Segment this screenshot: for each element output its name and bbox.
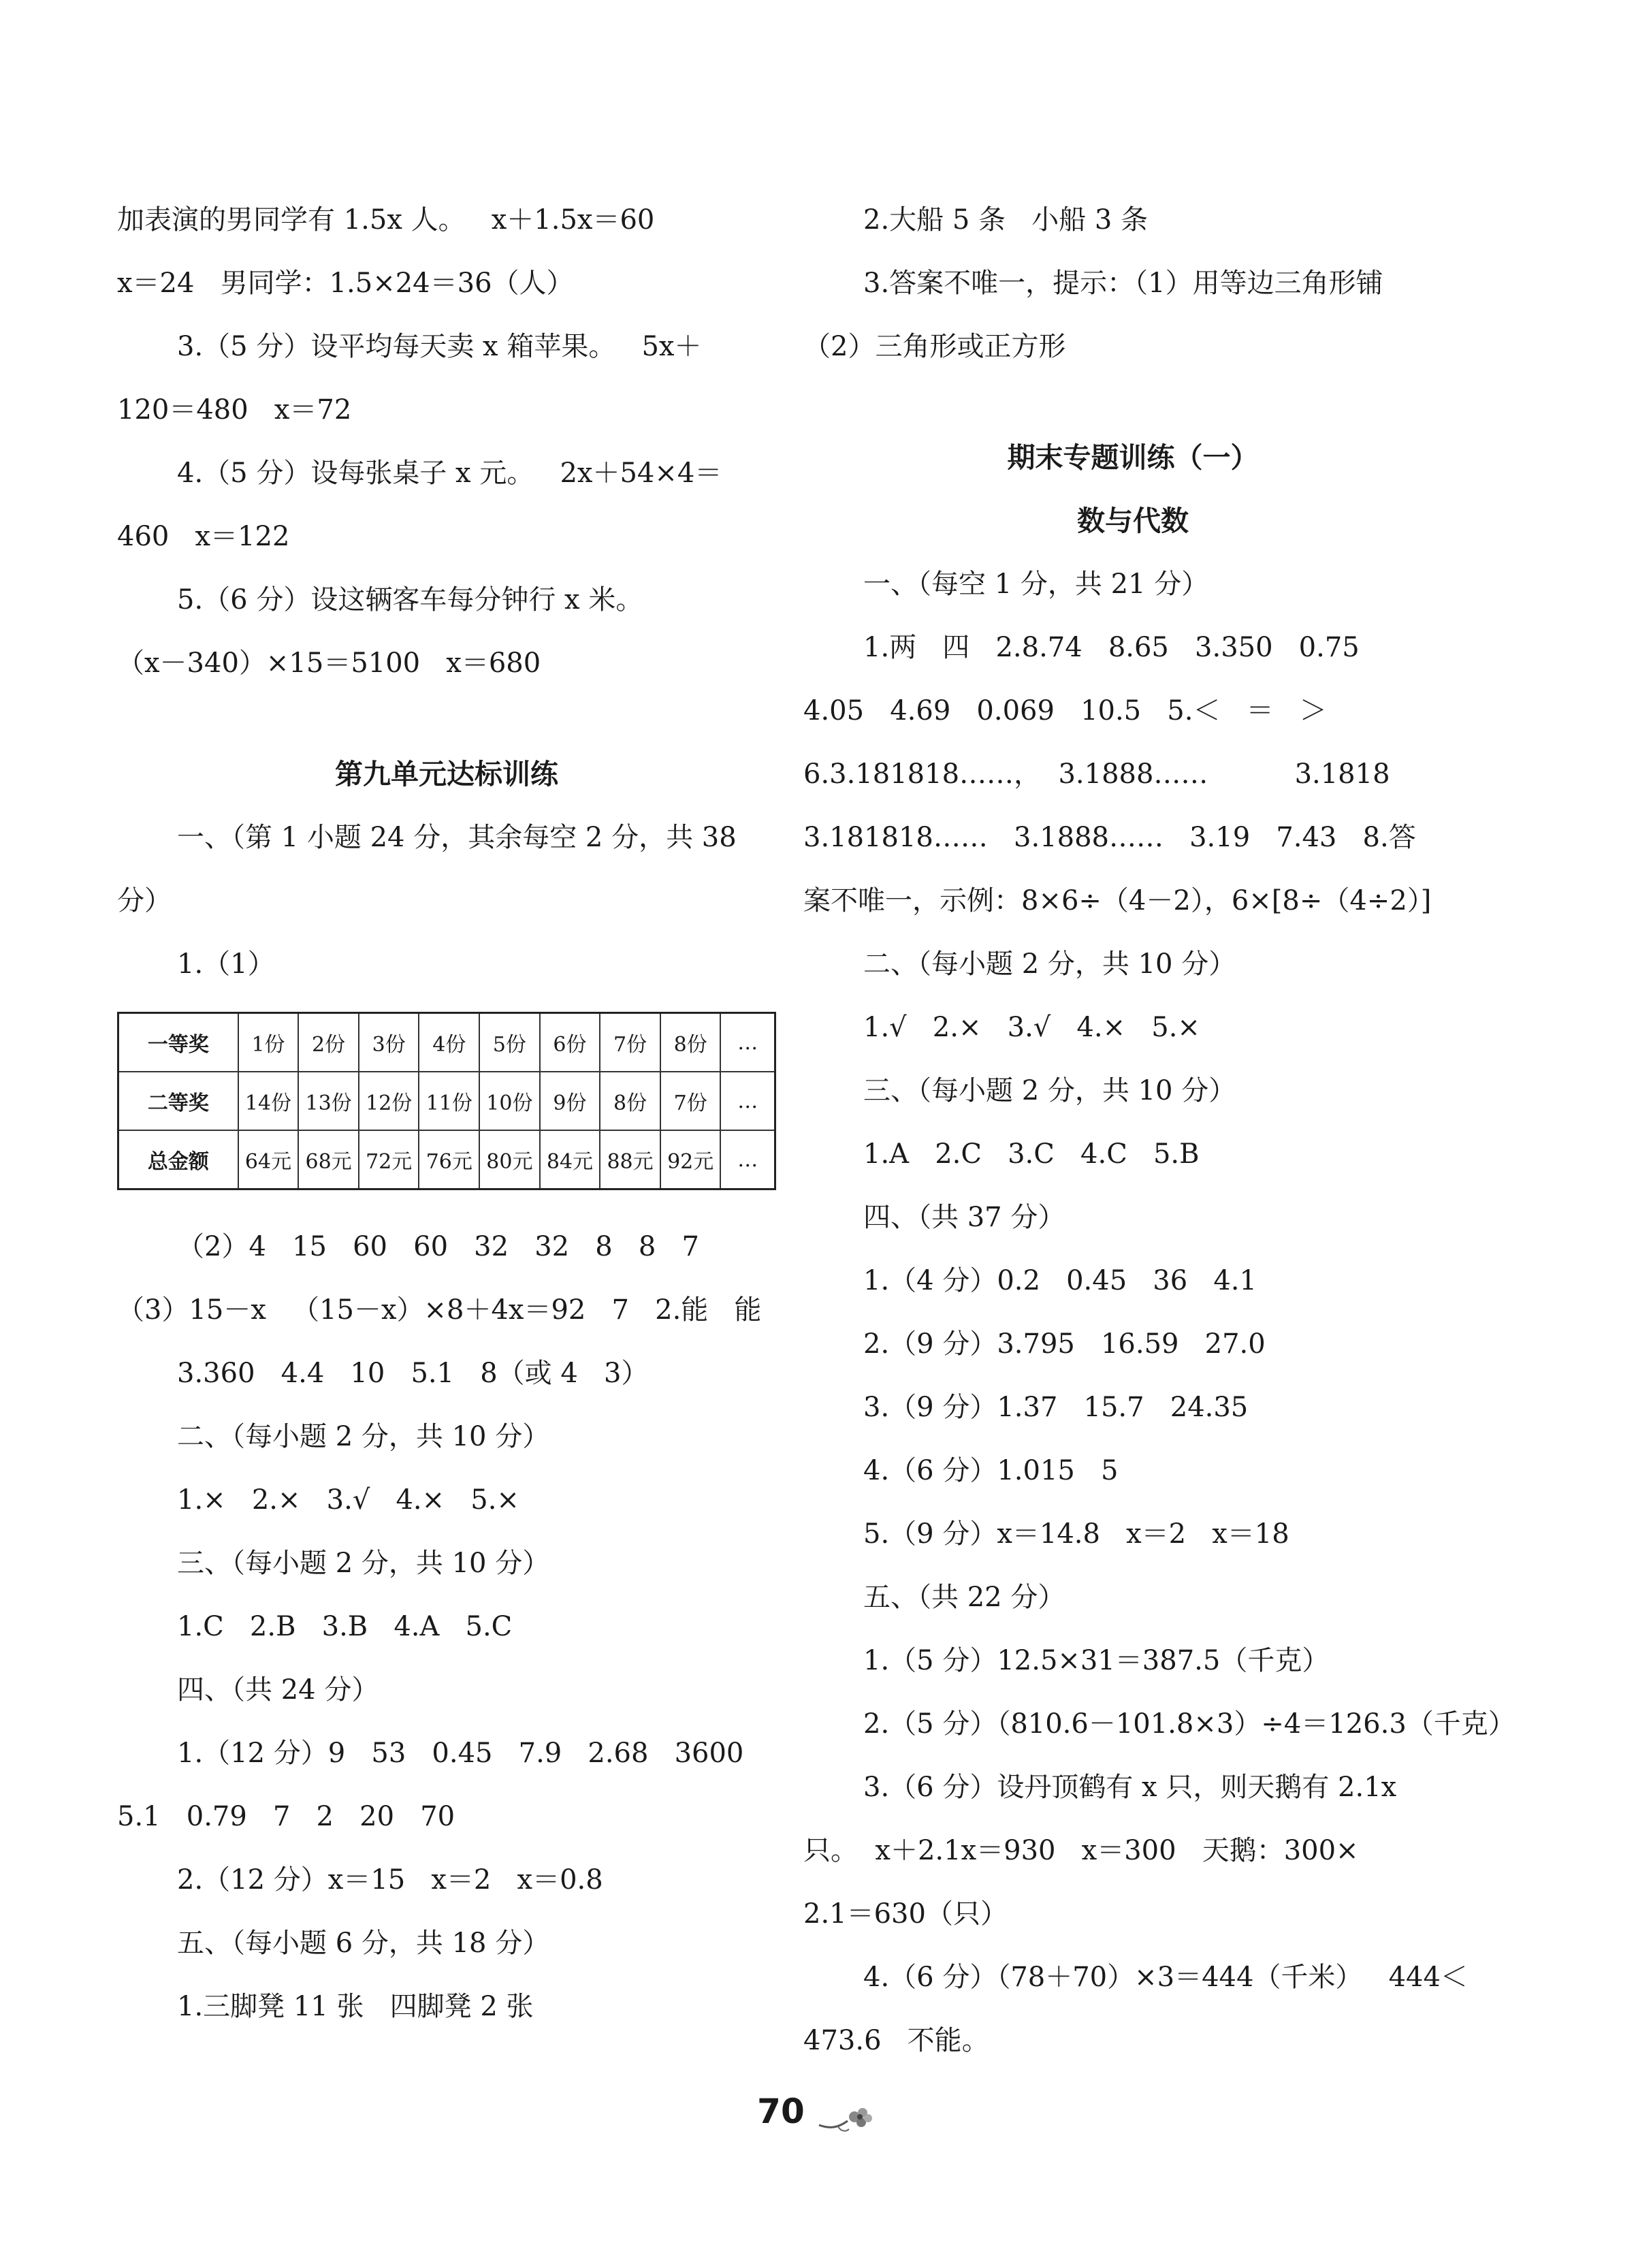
line: 3.181818…… 3.1888…… 3.19 7.43 8.答 xyxy=(803,822,1416,853)
table-cell: 68元 xyxy=(298,1130,359,1189)
left-column xyxy=(117,204,776,2054)
table-cell: 5份 xyxy=(479,1013,540,1072)
line: 2.1＝630（只） xyxy=(803,1898,1008,1930)
line: 1.（12 分）9 53 0.45 7.9 2.68 3600 xyxy=(177,1738,744,1769)
line: 一、（第 1 小题 24 分，其余每空 2 分，共 38 xyxy=(177,822,737,853)
line: 五、（共 22 分） xyxy=(863,1582,1065,1613)
table-cell: 7份 xyxy=(600,1013,660,1072)
table-cell: 9份 xyxy=(540,1072,600,1130)
line: 460 x＝122 xyxy=(117,521,290,552)
line: 1.√ 2.× 3.√ 4.× 5.× xyxy=(863,1012,1200,1043)
table-cell: 10份 xyxy=(479,1072,540,1130)
line: 4.（6 分）1.015 5 xyxy=(863,1455,1119,1486)
line: 473.6 不能。 xyxy=(803,2025,989,2056)
table-cell: … xyxy=(720,1072,775,1130)
line: 6.3.181818……， 3.1888…… 3.1818 xyxy=(803,758,1390,790)
table-cell: 8份 xyxy=(600,1072,660,1130)
line: 二、（每小题 2 分，共 10 分） xyxy=(863,948,1236,980)
line: 4.（5 分）设每张桌子 x 元。 2x＋54×4＝ xyxy=(177,458,722,489)
table-cell: 4份 xyxy=(419,1013,479,1072)
line: 三、（每小题 2 分，共 10 分） xyxy=(177,1548,550,1579)
line: 分） xyxy=(117,885,172,916)
right-column xyxy=(803,204,1515,2088)
line: 3.（6 分）设丹顶鹤有 x 只，则天鹅有 2.1x xyxy=(863,1772,1397,1803)
line: （3）15－x （15－x）×8＋4x＝92 7 2.能 能 xyxy=(117,1294,762,1326)
table-cell: 11份 xyxy=(419,1072,479,1130)
line: 1.× 2.× 3.√ 4.× 5.× xyxy=(177,1484,519,1516)
table-cell: 3份 xyxy=(359,1013,419,1072)
line: 3.答案不唯一，提示：（1）用等边三角形铺 xyxy=(863,268,1383,299)
line: 1.（1） xyxy=(177,948,275,980)
table-cell: 12份 xyxy=(359,1072,419,1130)
line: 1.（5 分）12.5×31＝387.5（千克） xyxy=(863,1645,1330,1676)
table-row xyxy=(118,1072,775,1130)
line: 4.（6 分）（78＋70）×3＝444（千米） 444＜ xyxy=(863,1962,1468,1993)
section-title: 期末专题训练（一） xyxy=(1007,441,1259,474)
table-cell: 2份 xyxy=(298,1013,359,1072)
line: 2.大船 5 条 小船 3 条 xyxy=(863,204,1149,236)
table-cell: … xyxy=(720,1130,775,1189)
table-cell: 6份 xyxy=(540,1013,600,1072)
page-number: 70 xyxy=(757,2092,805,2131)
line: x＝24 男同学：1.5×24＝36（人） xyxy=(117,268,574,299)
line: 1.A 2.C 3.C 4.C 5.B xyxy=(863,1138,1200,1170)
table-cell: 92元 xyxy=(660,1130,721,1189)
line: 五、（每小题 6 分，共 18 分） xyxy=(177,1928,550,1959)
line: 一、（每空 1 分，共 21 分） xyxy=(863,569,1209,600)
table-cell: 总金额 xyxy=(118,1130,238,1189)
table-cell: 76元 xyxy=(419,1130,479,1189)
table-cell: 88元 xyxy=(600,1130,660,1189)
prize-table xyxy=(117,1012,776,1190)
table-cell: … xyxy=(720,1013,775,1072)
table-cell: 80元 xyxy=(479,1130,540,1189)
line: 120＝480 x＝72 xyxy=(117,394,352,426)
page-footer xyxy=(0,2092,1636,2139)
line: 1.（4 分）0.2 0.45 36 4.1 xyxy=(863,1265,1257,1296)
line: 2.（12 分）x＝15 x＝2 x＝0.8 xyxy=(177,1864,603,1896)
line: 2.（5 分）（810.6－101.8×3）÷4＝126.3（千克） xyxy=(863,1708,1515,1740)
line: 三、（每小题 2 分，共 10 分） xyxy=(863,1075,1236,1106)
line: （x－340）×15＝5100 x＝680 xyxy=(117,648,541,679)
line: 1.C 2.B 3.B 4.A 5.C xyxy=(177,1611,513,1642)
table-cell: 1份 xyxy=(238,1013,299,1072)
line: 2.（9 分）3.795 16.59 27.0 xyxy=(863,1328,1266,1360)
section-title: 第九单元达标训练 xyxy=(335,758,558,790)
line: 4.05 4.69 0.069 10.5 5.＜ ＝ ＞ xyxy=(803,695,1327,726)
table-cell: 84元 xyxy=(540,1130,600,1189)
flower-icon xyxy=(818,2102,879,2139)
line: 案不唯一，示例：8×6÷（4－2），6×[8÷（4÷2）] xyxy=(803,885,1432,916)
line: （2）4 15 60 60 32 32 8 8 7 xyxy=(177,1231,699,1262)
line: 二、（每小题 2 分，共 10 分） xyxy=(177,1421,550,1452)
table-row xyxy=(118,1130,775,1189)
table-cell: 72元 xyxy=(359,1130,419,1189)
line: 1.两 四 2.8.74 8.65 3.350 0.75 xyxy=(863,632,1360,663)
table-row xyxy=(118,1013,775,1072)
line: （2）三角形或正方形 xyxy=(803,331,1066,362)
table-cell: 7份 xyxy=(660,1072,721,1130)
table-cell: 一等奖 xyxy=(118,1013,238,1072)
line: 3.360 4.4 10 5.1 8（或 4 3） xyxy=(177,1358,649,1389)
table-cell: 64元 xyxy=(238,1130,299,1189)
table-cell: 二等奖 xyxy=(118,1072,238,1130)
line: 5.（9 分）x＝14.8 x＝2 x＝18 xyxy=(863,1518,1289,1550)
line: 5.（6 分）设这辆客车每分钟行 x 米。 xyxy=(177,584,643,616)
line: 3.（9 分）1.37 15.7 24.35 xyxy=(863,1392,1249,1423)
line: 1.三脚凳 11 张 四脚凳 2 张 xyxy=(177,1991,534,2022)
line: 四、（共 37 分） xyxy=(863,1202,1065,1233)
table-cell: 8份 xyxy=(660,1013,721,1072)
line: 只。 x＋2.1x＝930 x＝300 天鹅：300× xyxy=(803,1835,1359,1866)
table-cell: 14份 xyxy=(238,1072,299,1130)
line: 四、（共 24 分） xyxy=(177,1674,379,1706)
section-subtitle: 数与代数 xyxy=(1077,505,1189,537)
line: 3.（5 分）设平均每天卖 x 箱苹果。 5x＋ xyxy=(177,331,702,362)
line: 加表演的男同学有 1.5x 人。 x＋1.5x＝60 xyxy=(117,204,655,236)
line: 5.1 0.79 7 2 20 70 xyxy=(117,1801,455,1832)
table-cell: 13份 xyxy=(298,1072,359,1130)
